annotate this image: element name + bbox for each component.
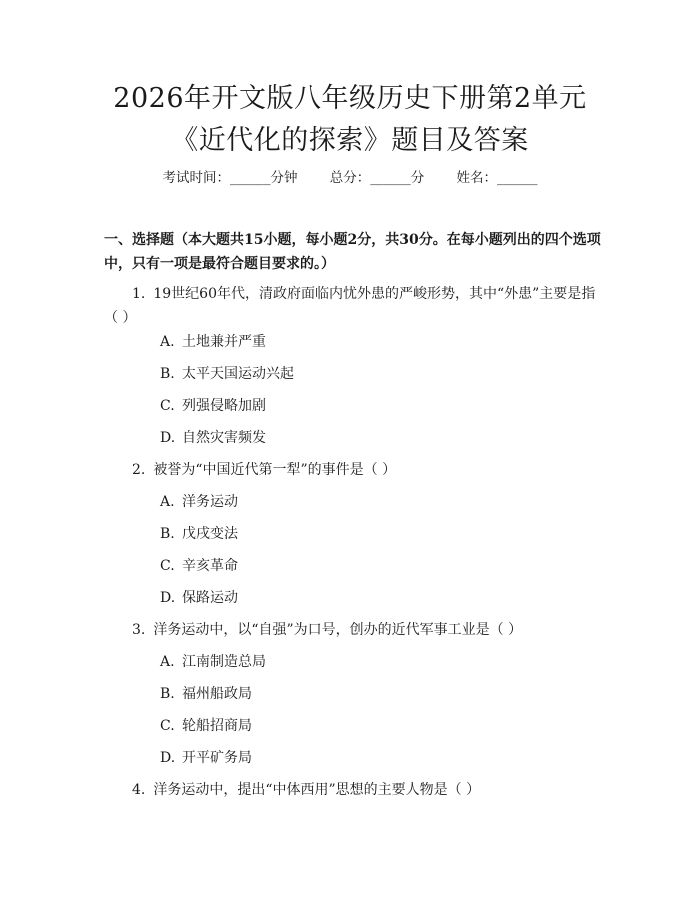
option-text: 戊戌变法 xyxy=(182,526,238,542)
student-name-label: 姓名： xyxy=(456,170,498,186)
document-title: 2026年开文版八年级历史下册第2单元《近代化的探索》题目及答案 xyxy=(113,83,587,156)
option-1c xyxy=(160,396,266,416)
option-2d xyxy=(160,588,238,608)
option-text: 开平矿务局 xyxy=(182,750,252,766)
question-4 xyxy=(132,778,602,802)
option-1d xyxy=(160,428,266,448)
question-number: 4. xyxy=(132,782,146,798)
exam-time-unit: 分钟 xyxy=(270,170,298,186)
option-text: 福州船政局 xyxy=(182,686,252,702)
student-name-blank: ______ xyxy=(497,170,538,186)
question-number: 3. xyxy=(132,622,146,638)
option-2b xyxy=(160,524,238,544)
option-text: 江南制造总局 xyxy=(182,654,266,670)
option-letter: D. xyxy=(160,430,176,446)
exam-time-field xyxy=(162,170,297,186)
option-text: 土地兼并严重 xyxy=(182,334,266,350)
option-letter: B. xyxy=(160,686,175,702)
section-header: 一、选择题（本大题共15小题，每小题2分，共30分。在每小题列出的四个选项中，只有一项是最符合题目要求的。） xyxy=(104,232,601,272)
question-number: 2. xyxy=(132,462,146,478)
option-letter: D. xyxy=(160,590,176,606)
option-letter: C. xyxy=(160,558,175,574)
option-letter: A. xyxy=(160,494,175,510)
question-number: 1. xyxy=(132,286,146,302)
option-letter: C. xyxy=(160,718,175,734)
option-2a xyxy=(160,492,238,512)
option-letter: B. xyxy=(160,366,175,382)
question-1 xyxy=(104,282,602,330)
option-text: 自然灾害频发 xyxy=(182,430,266,446)
exam-time-label: 考试时间： xyxy=(162,170,230,186)
question-text: 洋务运动中，以“自强”为口号，创办的近代军事工业是（ ） xyxy=(153,622,523,638)
option-1b xyxy=(160,364,294,384)
option-letter: D. xyxy=(160,750,176,766)
option-text: 辛亥革命 xyxy=(182,558,238,574)
option-letter: A. xyxy=(160,654,175,670)
total-score-field xyxy=(330,170,425,186)
question-3 xyxy=(132,618,602,642)
option-letter: C. xyxy=(160,398,175,414)
question-text: 19世纪60年代，清政府面临内忧外患的严峻形势，其中“外患”主要是指（ ） xyxy=(104,286,596,326)
option-letter: B. xyxy=(160,526,175,542)
option-3c xyxy=(160,716,252,736)
question-text: 被誉为“中国近代第一犁”的事件是（ ） xyxy=(153,462,397,478)
total-score-blank: ______ xyxy=(370,170,411,186)
option-text: 洋务运动 xyxy=(182,494,238,510)
option-text: 保路运动 xyxy=(182,590,238,606)
exam-info-line xyxy=(0,168,700,188)
option-letter: A. xyxy=(160,334,175,350)
exam-time-blank: ______ xyxy=(229,170,271,186)
total-score-unit: 分 xyxy=(410,170,425,186)
option-1a xyxy=(160,332,266,352)
option-3d xyxy=(160,748,252,768)
question-text: 洋务运动中，提出“中体西用”思想的主要人物是（ ） xyxy=(153,782,481,798)
option-text: 列强侵略加剧 xyxy=(182,398,266,414)
total-score-label: 总分： xyxy=(329,170,371,186)
option-2c xyxy=(160,556,238,576)
student-name-field xyxy=(457,170,538,186)
option-text: 轮船招商局 xyxy=(182,718,252,734)
option-3a xyxy=(160,652,266,672)
option-text: 太平天国运动兴起 xyxy=(182,366,294,382)
question-2 xyxy=(132,458,602,482)
option-3b xyxy=(160,684,252,704)
